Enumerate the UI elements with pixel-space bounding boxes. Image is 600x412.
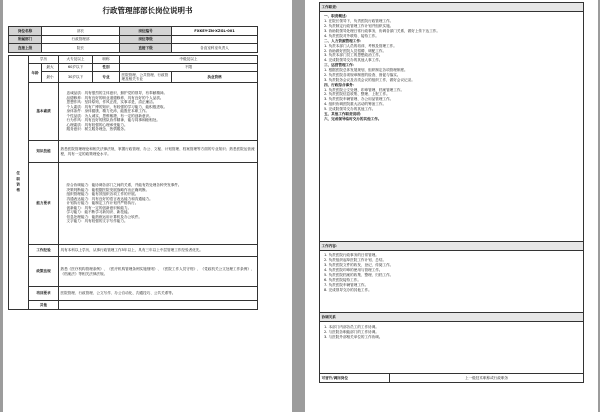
duty-item: 3. 负责本部门员工的思想政治工作。 (324, 53, 383, 58)
ability-item: • 决策判断能力：能根据医院发展战略作出正确判断。 (67, 188, 256, 192)
duty-item: 4. 完成院领导交办的其他人事工作。 (324, 58, 383, 63)
basic-quality-item: • 思想作风：坚持原则，作风正派，实事求是，清正廉洁。 (67, 100, 256, 104)
basic-quality-item: • 身体条件：身体健康，精力充沛，能胜任本职工作。 (67, 109, 256, 113)
ability-item: • 信息处理能力：能熟练运用计算机及办公软件。 (67, 215, 256, 219)
superior-value: 院长 (42, 44, 120, 53)
duty-item: 2. 负责医院信息收集、整理、上报工作。 (324, 92, 390, 97)
qual-cell: 职称 (93, 56, 120, 64)
duty-item: 2. 负责制定行政管理工作计划并组织实施。 (324, 24, 394, 29)
age-max-label: 最大 (42, 64, 59, 72)
duty-item: 3. 负责医院车辆管理、办公用品管理工作。 (324, 97, 394, 102)
ability-content (59, 163, 258, 245)
qualification-main-label: 任职资格 (9, 56, 29, 310)
post-name-value: 部长 (42, 27, 120, 36)
duty-sections (324, 14, 579, 121)
duty-section-title: 五、其他工作职责说明： (324, 111, 364, 116)
work-content-list (324, 253, 579, 292)
policy-label: 政策法规 (29, 257, 59, 287)
work-experience-content: 具有本科以上学历，从事行政管理工作5年以上，具有三年以上中层管理工作经验者优先。 (59, 245, 258, 257)
age-max-value: 60岁以下 (59, 64, 93, 72)
basic-quality-item: • 品德修养：具有良好的职业道德修养，具有良好的个人品质。 (67, 96, 256, 100)
promotion-label: 可晋升/调岗岗位 (320, 374, 390, 383)
work-content-item: 4. 负责医院印章的使用与管理工作。 (324, 268, 383, 273)
duty-item: 1. 在院长领导下，负责医院行政管理工作。 (324, 19, 394, 24)
subordinate-label: 直接下级 (120, 44, 172, 53)
document-page-2 (305, 0, 598, 412)
ability-item: • 学习能力：能不断学习新知识、新技能。 (67, 210, 256, 214)
duty-item: 1. 负责本部门人员的培训、考核及管理工作。 (324, 43, 397, 48)
duty-section-title: 六、完成领导临时交办的其他工作。 (324, 116, 382, 121)
ability-item: • 综合协调能力：能协调各部门之间的关系，并能有效处理各种突发事件。 (67, 183, 256, 187)
ability-label: 能力要求 (29, 163, 59, 245)
ability-item: • 沟通表达能力：具有良好的语言表达能力和沟通能力。 (67, 197, 256, 201)
duties-content (320, 12, 584, 242)
qual-cell: 中级及以上 (120, 56, 258, 64)
exp-label: 执业资格 (172, 72, 258, 83)
basic-quality-item: • 行为作风：具有良好的团队协作精神，能与同事和睦相处。 (67, 118, 256, 122)
level-label: 岗位等级 (120, 35, 172, 44)
work-content-item: 6. 负责医院接待工作。 (324, 277, 361, 282)
basic-quality-item: • 忠诚品质：具有强烈的主体意识，拥护党的领导，有奉献精神。 (67, 91, 256, 95)
work-content-item: 8. 完成领导交办的其他工作。 (324, 287, 372, 292)
dept-label: 所属部门 (9, 35, 42, 44)
basic-quality-list (61, 91, 256, 131)
duties-table (319, 2, 584, 383)
job-header-table (8, 26, 258, 53)
coop-item: 1. 本部门内部各员工的工作协调。 (324, 325, 379, 330)
other-content (59, 301, 258, 310)
age-min-value: 30岁以下 (59, 72, 93, 83)
work-content (320, 251, 584, 313)
coop-item: 2. 与医院各职能部门的工作协调。 (324, 330, 379, 335)
work-content-item: 1. 负责医院行政事务的日常管理。 (324, 253, 379, 258)
duty-section-title: 二、人力资源管理工作： (324, 38, 364, 43)
duty-item: 4. 组织协调医院重大活动的筹备工作。 (324, 102, 387, 107)
promotion-value: 上一级技术职称或行政职务 (390, 374, 584, 383)
document-page-1 (3, 0, 292, 412)
duty-item: 3. 负责院务会议及各类会议的组织工作，做好会议记录。 (324, 77, 415, 82)
ability-item: • 组织管理能力：能有效组织各项工作的开展。 (67, 192, 256, 196)
work-content-item: 3. 负责医院文件的收发、登记、传阅工作。 (324, 263, 394, 268)
work-content-item: 7. 负责医院车辆管理工作。 (324, 282, 369, 287)
basic-quality-label: 基本素质 (29, 83, 59, 141)
post-code-label: 岗位编号 (120, 27, 172, 36)
basic-quality-item: • 服务意识：树立服务理念，热情服务。 (67, 127, 256, 131)
basic-quality-item: • 个性品质：为人诚实，思维敏捷，有一定的创新意识。 (67, 114, 256, 118)
qual-cell: 大专及以上 (59, 56, 93, 64)
duty-item: 2. 协助做好医院人员招聘、调配工作。 (324, 48, 387, 53)
document-title: 行政管理部部长岗位说明书 (102, 6, 193, 15)
age-min-label: 最小 (42, 72, 59, 83)
duty-section-title: 三、运营管理工作： (324, 63, 357, 68)
dept-value: 行政管理部 (42, 35, 120, 44)
coop-item: 3. 与医院外部相关单位的工作协调。 (324, 335, 383, 340)
major-label: 专业 (93, 72, 120, 83)
duty-item: 3. 协助院领导处理日常行政事务，协调各部门关系，做好上传下达工作。 (324, 29, 440, 34)
duty-item: 1. 负责医院公文处理、印章管理、档案管理工作。 (324, 87, 405, 92)
level-value (172, 35, 258, 44)
duty-item: 5. 完成院领导交办的其他工作。 (324, 107, 376, 112)
ability-item: • 文字能力：具有较强的文字写作能力。 (67, 219, 256, 223)
subordinate-value: 各直室科室负责人 (172, 44, 258, 53)
duty-item: 2. 负责医院各项规章制度的检查、督促与落实。 (324, 72, 401, 77)
basic-quality-content (59, 83, 258, 141)
superior-label: 直接上级 (9, 44, 42, 53)
duties-header: 工作职责： (320, 3, 584, 12)
sex-label: 性别 (93, 64, 120, 72)
work-content-item: 5. 负责医院档案的收集、整理、归档工作。 (324, 272, 394, 277)
qual-cell: 学历 (29, 56, 59, 64)
training-label: 培训要求 (29, 287, 59, 301)
policy-content: 熟悉《医疗机构管理条例》、《医疗机构管理条例实施细则》、《医院工作人员守则》、《党政机关公文处理工作条例》、《档案法》等相关法律法规。 (59, 257, 258, 287)
knowledge-content: 熟悉医院管理理论和相关法律法规，掌握行政管理、办公、文秘、计划管理、档案管理等方面的专业知识；熟悉医院运营流程，具有一定的政策理论水平。 (59, 141, 258, 163)
sex-value: 不限 (120, 64, 258, 72)
duty-item: 1. 根据医院总体发展规划，组织制定各项管理制度。 (324, 68, 408, 73)
duty-section-title: 一、职责概述： (324, 14, 350, 19)
training-content: 医院管理、行政管理、公文写作、办公自动化、沟通技巧、公共关系等。 (59, 287, 258, 301)
basic-quality-item: • 个人素质：具有广博的知识，有较强的学习能力，能积极进取。 (67, 105, 256, 109)
coop-header: 协调关系 (320, 313, 584, 322)
major-value: 医院管理、公共管理、行政管理及相关专业 (120, 72, 172, 83)
post-code-value: FXKEY-ZN-XZGL-001 (172, 27, 258, 36)
ability-item: • 创新能力：具有一定的创新意识和能力。 (67, 206, 256, 210)
work-content-item: 2. 负责组织起草医院工作计划、总结。 (324, 258, 387, 263)
duty-section-title: 四、行政综合事务： (324, 82, 357, 87)
other-label: 其他 (29, 301, 59, 310)
ability-list (61, 183, 256, 223)
ability-item: • 计划执行能力：能制定工作计划并严格执行。 (67, 201, 256, 205)
age-label: 年龄 (29, 64, 42, 83)
duty-item: 4. 负责医院对外联络、接待工作。 (324, 33, 379, 38)
basic-quality-item: • 心理素质：具有较强的心理承受能力。 (67, 123, 256, 127)
qualifications-table (8, 55, 258, 310)
work-content-header: 工作内容： (320, 242, 584, 251)
knowledge-label: 知识技能 (29, 141, 59, 163)
coop-list (324, 325, 579, 339)
coop-content (320, 322, 584, 374)
work-experience-label: 工作经验 (29, 245, 59, 257)
post-name-label: 岗位名称 (9, 27, 42, 36)
